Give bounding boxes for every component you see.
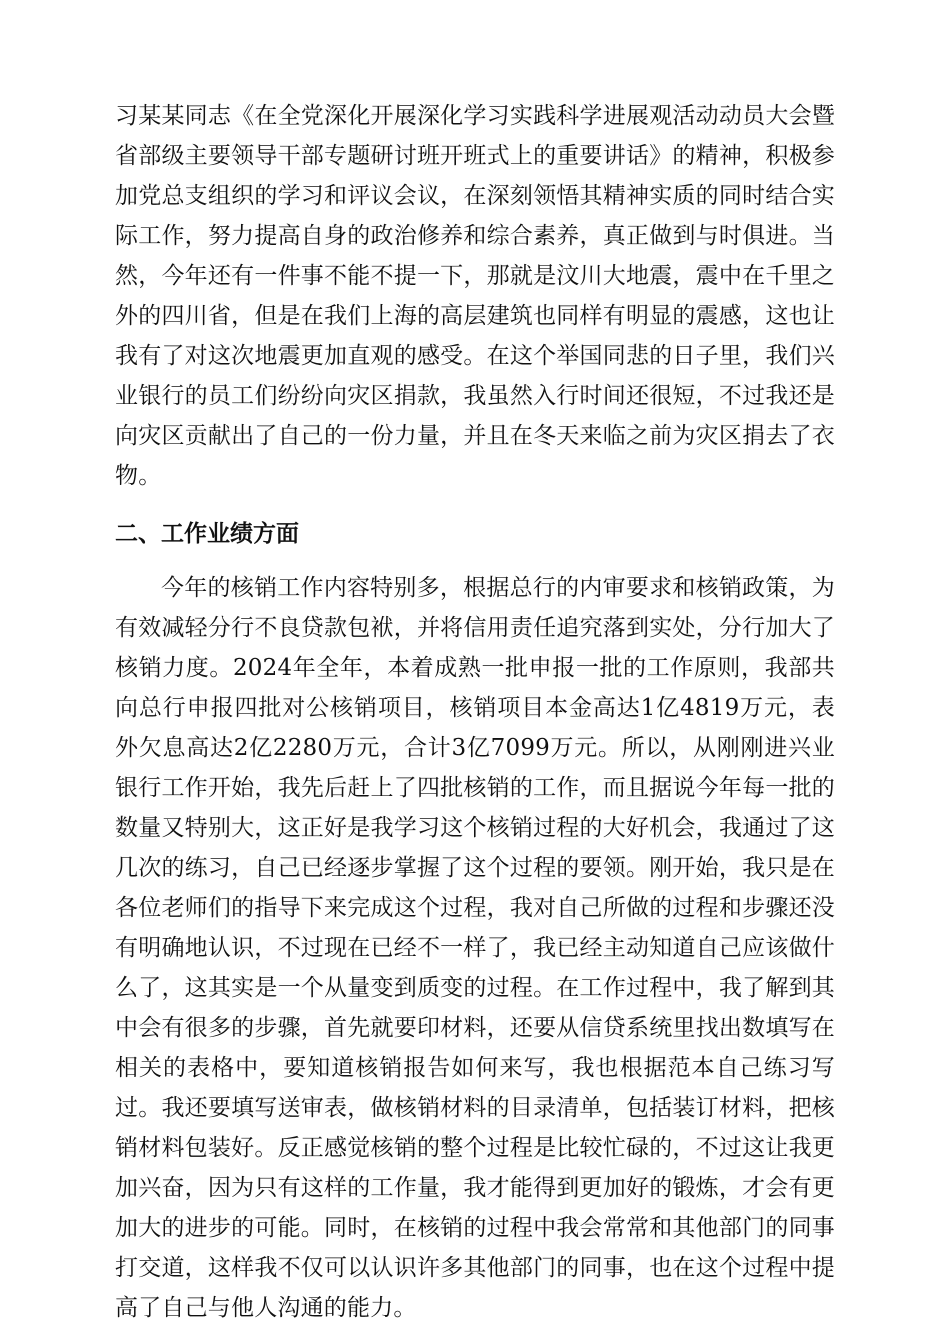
body-paragraph-2: 今年的核销工作内容特别多，根据总行的内审要求和核销政策，为有效减轻分行不良贷款包袱，并将信用责任追究落到实处，分行加大了核销力度。2024年全年，本着成熟一批申报一批的工作原则，我部共向总行申报四批对公核销项目，核销项目本金高达1亿4819万元，表外欠息高达2亿2280万元，合计3亿7099万元。所以，从刚刚进兴业银行工作开始，我先后赶上了四批核销的工作，而且据说今年每一批的数量又特别大，这正好是我学习这个核销过程的大好机会，我通过了这几次的练习，自己已经逐步掌握了这个过程的要领。刚开始，我只是在各位老师们的指导下来完成这个过程，我对自己所做的过程和步骤还没有明确地认识，不过现在已经不一样了，我已经主动知道自己应该做什么了，这其实是一个从量变到质变的过程。在工作过程中，我了解到其中会有很多的步骤，首先就要印材料，还要从信贷系统里找出数填写在相关的表格中，要知道核销报告如何来写，我也根据范本自己练习写过。我还要填写送审表，做核销材料的目录清单，包括装订材料，把核销材料包装好。反正感觉核销的整个过程是比较忙碌的，不过这让我更加兴奋，因为只有这样的工作量，我才能得到更加好的锻炼，才会有更加大的进步的可能。同时，在核销的过程中我会常常和其他部门的同事打交道，这样我不仅可以认识许多其他部门的同事，也在这个过程中提高了自己与他人沟通的能力。 xyxy=(115,575,835,1321)
document-page xyxy=(115,96,835,1328)
body-paragraph-1: 习某某同志《在全党深化开展深化学习实践科学进展观活动动员大会暨省部级主要领导干部专题研讨班开班式上的重要讲话》的精神，积极参加党总支组织的学习和评议会议，在深刻领悟其精神实质的同时结合实际工作，努力提高自身的政治修养和综合素养，真正做到与时俱进。当然，今年还有一件事不能不提一下，那就是汶川大地震，震中在千里之外的四川省，但是在我们上海的高层建筑也同样有明显的震感，这也让我有了对这次地震更加直观的感受。在这个举国同悲的日子里，我们兴业银行的员工们纷纷向灾区捐款，我虽然入行时间还很短，不过我还是向灾区贡献出了自己的一份力量，并且在冬天来临之前为灾区捐去了衣物。 xyxy=(115,103,835,489)
section-heading: 二、工作业绩方面 xyxy=(115,521,299,547)
